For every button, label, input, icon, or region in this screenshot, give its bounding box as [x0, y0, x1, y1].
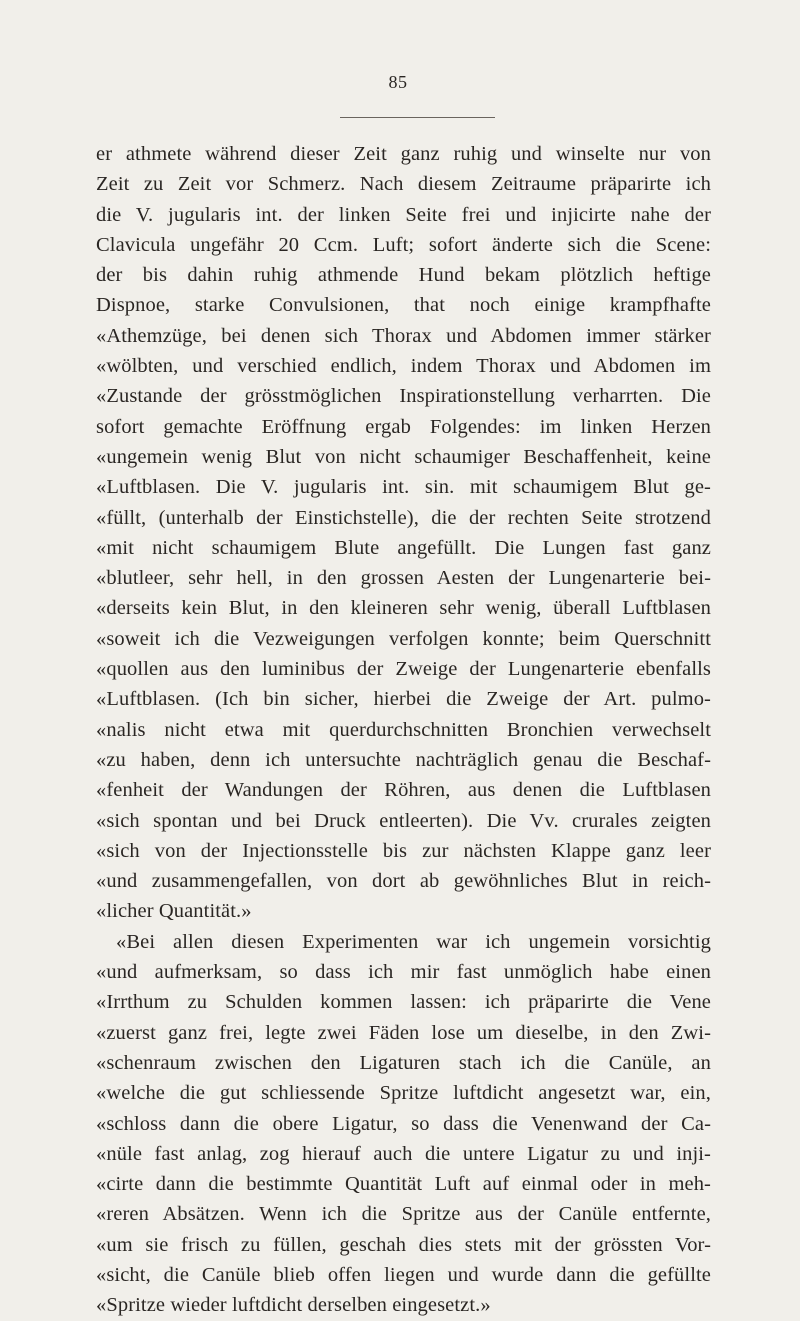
text-line: Zeit zu Zeit vor Schmerz. Nach diesem Zeitraume präparirte ich [96, 173, 711, 196]
page-number-rule [340, 117, 495, 118]
text-line: «nalis nicht etwa mit querdurchschnitten Bronchien verwechselt [96, 718, 711, 741]
text-line: «schenraum zwischen den Ligaturen stach ich die Canüle, an [96, 1051, 711, 1074]
text-line: «soweit ich die Vezweigungen verfolgen konnte; beim Querschnitt [96, 627, 711, 650]
text-line: «quollen aus den luminibus der Zweige der Lungenarterie ebenfalls [96, 658, 711, 681]
text-line: der bis dahin ruhig athmende Hund bekam plötzlich heftige [96, 264, 711, 287]
text-line: «füllt, (unterhalb der Einstichstelle), die der rechten Seite strotzend [96, 506, 711, 529]
text-line: er athmete während dieser Zeit ganz ruhig und winselte nur von [96, 143, 711, 165]
text-line: «ungemein wenig Blut von nicht schaumiger Beschaffenheit, keine [96, 445, 711, 468]
text-line: «Luftblasen. Die V. jugularis int. sin. mit schaumigem Blut ge- [96, 476, 711, 499]
text-line: «Irrthum zu Schulden kommen lassen: ich präparirte die Vene [96, 991, 711, 1014]
text-line: «welche die gut schliessende Spritze luftdicht angesetzt war, ein, [96, 1082, 711, 1105]
text-line: «licher Quantität.» [96, 900, 252, 923]
page-number: 85 [388, 72, 408, 92]
text-line: Clavicula ungefähr 20 Ccm. Luft; sofort änderte sich die Scene: [96, 233, 711, 256]
text-line: sofort gemachte Eröffnung ergab Folgendes: im linken Herzen [96, 415, 711, 438]
text-line: «Luftblasen. (Ich bin sicher, hierbei die Zweige der Art. pulmo- [96, 688, 711, 711]
text-line: «mit nicht schaumigem Blute angefüllt. Die Lungen fast ganz [96, 536, 711, 559]
text-line: «reren Absätzen. Wenn ich die Spritze aus der Canüle entfernte, [96, 1203, 711, 1226]
text-line: «und zusammengefallen, von dort ab gewöhnliches Blut in reich- [96, 870, 711, 893]
text-line: «Zustande der grösstmöglichen Inspirationstellung verharrten. Die [96, 385, 711, 408]
text-line: «Bei allen diesen Experimenten war ich ungemein vorsichtig [116, 930, 711, 953]
text-line: «fenheit der Wandungen der Röhren, aus denen die Luftblasen [96, 779, 711, 802]
text-line: «sicht, die Canüle blieb offen liegen und wurde dann die gefüllte [96, 1263, 711, 1286]
text-line: «um sie frisch zu füllen, geschah dies stets mit der grössten Vor- [96, 1233, 711, 1256]
text-line: «sich von der Injectionsstelle bis zur nächsten Klappe ganz leer [96, 839, 711, 862]
text-line: Dispnoe, starke Convulsionen, that noch einige krampfhafte [96, 294, 711, 317]
text-line: «sich spontan und bei Druck entleerten). Die Vv. crurales zeigten [96, 809, 711, 832]
text-line: «zu haben, denn ich untersuchte nachträglich genau die Beschaf- [96, 748, 711, 771]
text-line: «Athemzüge, bei denen sich Thorax und Abdomen immer stärker [96, 324, 711, 347]
text-line: «und aufmerksam, so dass ich mir fast unmöglich habe einen [96, 961, 711, 984]
text-line: die V. jugularis int. der linken Seite frei und injicirte nahe der [96, 203, 711, 226]
body-text [96, 139, 711, 1321]
text-line: «zuerst ganz frei, legte zwei Fäden lose um dieselbe, in den Zwi- [96, 1021, 711, 1044]
text-line: «Spritze wieder luftdicht derselben eingesetzt.» [96, 1294, 491, 1317]
text-line: «schloss dann die obere Ligatur, so dass die Venenwand der Ca- [96, 1112, 711, 1135]
text-line: «cirte dann die bestimmte Quantität Luft auf einmal oder in meh- [96, 1173, 711, 1196]
text-line: «blutleer, sehr hell, in den grossen Aesten der Lungenarterie bei- [96, 567, 711, 590]
text-line: «derseits kein Blut, in den kleineren sehr wenig, überall Luftblasen [96, 597, 711, 620]
text-line: «wölbten, und verschied endlich, indem Thorax und Abdomen im [96, 355, 711, 378]
text-line: «nüle fast anlag, zog hierauf auch die untere Ligatur zu und inji- [96, 1142, 711, 1165]
